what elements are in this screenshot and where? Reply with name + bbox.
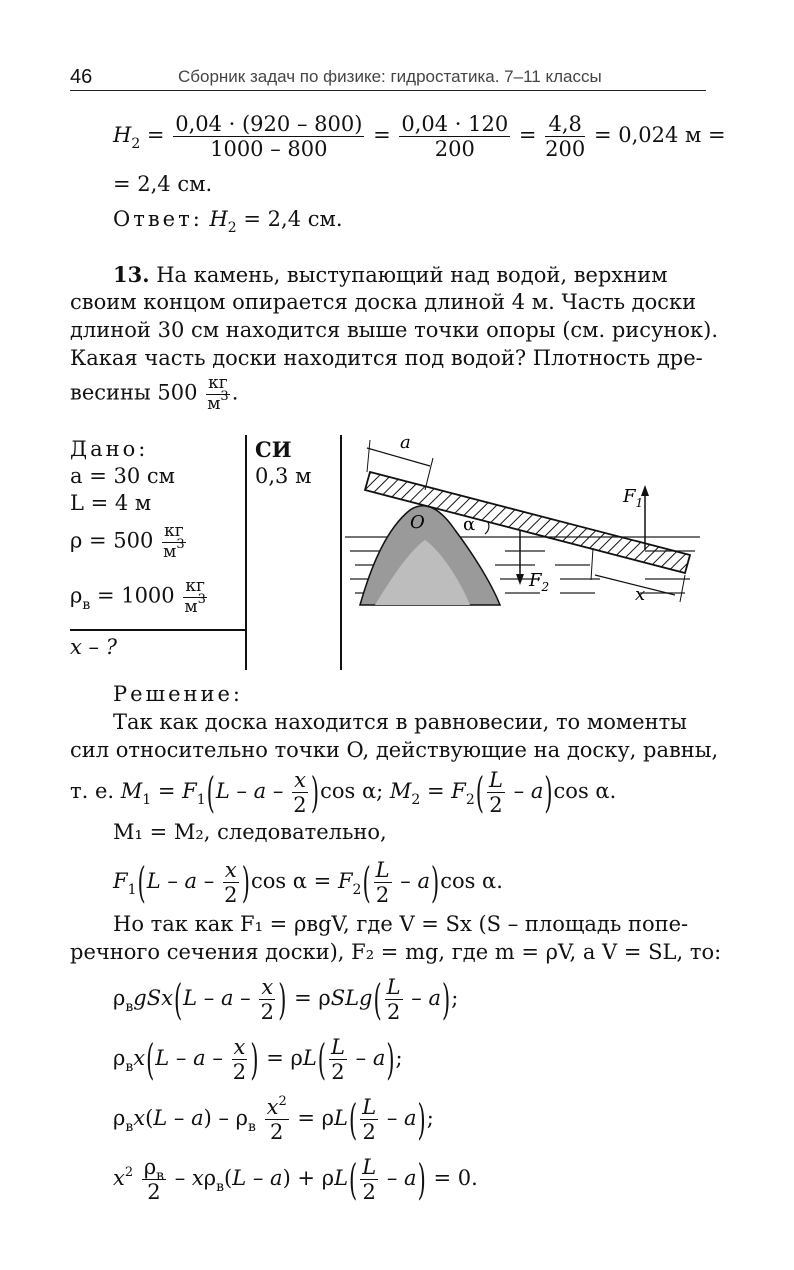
moments-equal-line: M₁ = M₂, следовательно, (113, 820, 387, 844)
equation-step-2: $\rho_вx(L$ – a – $\frac{x}{2}$ ) = ρL( $\frac{L}{2}$ – a); (113, 1035, 403, 1085)
moments-expanded-equation: $F_1(L$ – a – $\frac{x}{2}$ )cos $\alpha = F_2$( $\frac{L}{2}$ – a)cos α. (113, 858, 503, 908)
answer-line: Ответ: $H_2 = 2,4$ см. (113, 207, 343, 236)
equation-step-1: $\rho_вgSx(L$ – a – $\frac{x}{2}$ ) = ρSLg( $\frac{L}{2}$ – a); (113, 975, 459, 1025)
solution-p2-line1: Но так как F₁ = ρвgV, где V = Sx (S – площадь попе- (113, 912, 689, 936)
h2-equation: $H_2$ = $\frac{0,04 \cdot (920 - 800)}{1000 - 800}$ = $\frac{0,04 \cdot 120}{200}$ = $\frac{4,8}{200}$ = 0,024 м = (113, 112, 726, 162)
label-x: x (635, 584, 646, 605)
density-unit: $\frac{кг}{м^3}$ (207, 373, 229, 414)
given-find-divider (70, 629, 246, 631)
label-O: O (410, 512, 425, 533)
label-F2: $F_2$ (529, 570, 550, 594)
given-heading: Дано: (70, 437, 149, 461)
si-heading: СИ (255, 437, 292, 462)
running-title: Сборник задач по физике: гидростатика. 7–11 классы (178, 67, 602, 86)
page-header (70, 62, 706, 91)
h2-result-line: = 2,4 см. (113, 172, 213, 196)
a-dimension-line (367, 448, 430, 466)
solution-p1-line1: Так как доска находится в равновесии, то моменты (113, 710, 687, 734)
label-alpha: α (463, 514, 476, 535)
moments-equation: т. е. $M_1 = F_1(L - a$ – $\frac{x}{2}$ )cos α; $M_2 = F_2$( $\frac{L}{2}$ – a)cos α. (70, 768, 617, 818)
label-F1: $F_1$ (623, 486, 644, 510)
given-rho: ρ = 500 $\frac{кг}{м^3}$ (70, 521, 185, 562)
equation-step-4: $x^2$ $\frac{\rho_в}{2}$ – $x\rho_в(L - a) + \rho L$( $\frac{L}{2}$ – a) = 0. (113, 1155, 478, 1205)
label-a: a (400, 432, 411, 453)
page-number: 46 (70, 66, 93, 88)
given-a: a = 30 см (70, 464, 175, 488)
problem-line-3: длиной 30 см находится выше точки опоры (см. рисунок). (70, 318, 719, 342)
problem-number: 13. (113, 262, 150, 287)
solution-heading: Решение: (113, 682, 244, 706)
board-on-stone-figure (345, 430, 700, 630)
fraction-2: $\frac{0,04 \cdot 120}{200}$ (401, 112, 509, 162)
equation-step-3: $\rho_вx(L - a) - \rho_в$ $\frac{x^2}{2}$ = ρL( $\frac{L}{2}$ – a); (113, 1094, 434, 1145)
problem-line-2: своим концом опирается доска длиной 4 м. Часть доски (70, 290, 697, 314)
figure-divider (340, 435, 342, 670)
problem-line-1: 13. На камень, выступающий над водой, верхним (113, 262, 668, 287)
solution-p1-line2: сил относительно точки O, действующие на доску, равны, (70, 738, 719, 762)
given-si-divider (245, 435, 247, 670)
problem-line-4: Какая часть доски находится под водой? Плотность дре- (70, 346, 703, 370)
given-L: L = 4 м (70, 491, 152, 515)
problem-line-5: весины 500 $\frac{кг}{м^3}$ . (70, 373, 239, 414)
fraction-3: $\frac{4,8}{200}$ (545, 112, 586, 162)
fraction-1: $\frac{0,04 \cdot (920 - 800)}{1000 - 800}$ (175, 112, 363, 162)
given-rho-water: $\rho_в = 1000$ $\frac{кг}{м^3}$ (70, 576, 206, 617)
given-find: x – ? (70, 635, 117, 659)
given-a-si: 0,3 м (255, 464, 312, 488)
solution-p2-line2: речного сечения доски), F₂ = mg, где m = ρV, а V = SL, то: (70, 940, 722, 964)
